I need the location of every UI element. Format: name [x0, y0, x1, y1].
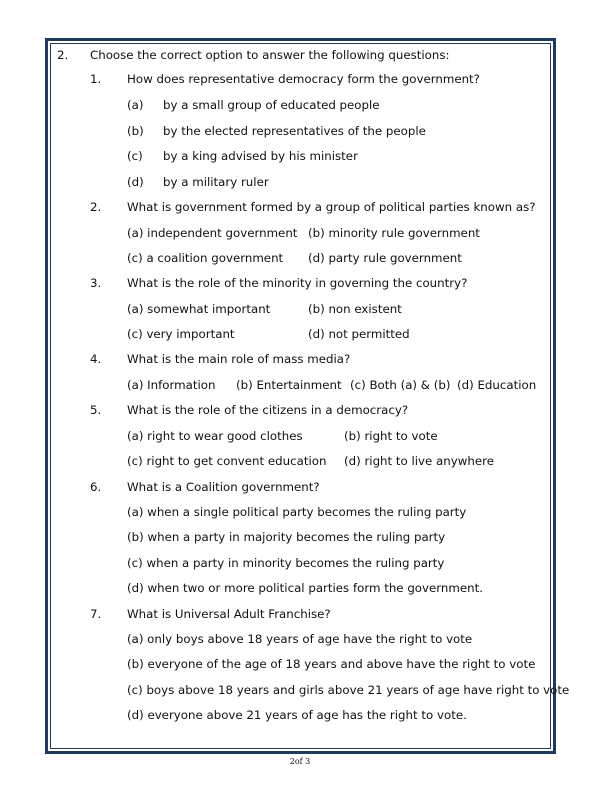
option-label: (c): [127, 149, 143, 163]
option-text: (a) right to wear good clothes: [127, 429, 303, 443]
question-text: What is Universal Adult Franchise?: [127, 607, 331, 621]
question-text: What is government formed by a group of political parties known as?: [127, 200, 536, 214]
option-text: (b) non existent: [308, 302, 402, 316]
question-number: 5.: [90, 403, 102, 417]
option-text: by the elected representatives of the people: [163, 124, 426, 138]
option-text: (b) minority rule government: [308, 226, 480, 240]
option-label: (d): [127, 175, 144, 189]
question-text: What is the main role of mass media?: [127, 352, 351, 366]
option-text: by a king advised by his minister: [163, 149, 358, 163]
option-text: (c) Both (a) & (b): [350, 378, 451, 392]
option-text: (c) when a party in minority becomes the ruling party: [127, 556, 445, 570]
section-number: 2.: [57, 48, 69, 62]
question-number: 6.: [90, 480, 102, 494]
option-text: (d) party rule government: [308, 251, 462, 265]
option-text: (b) right to vote: [344, 429, 438, 443]
question-number: 3.: [90, 276, 102, 290]
option-text: (a) independent government: [127, 226, 298, 240]
question-text: How does representative democracy form the government?: [127, 72, 480, 86]
option-text: by a small group of educated people: [163, 98, 380, 112]
section-instruction: Choose the correct option to answer the following questions:: [90, 48, 450, 62]
option-text: (a) somewhat important: [127, 302, 271, 316]
option-label: (b): [127, 124, 144, 138]
question-number: 2.: [90, 200, 102, 214]
option-text: (d) not permitted: [308, 327, 410, 341]
option-text: (c) boys above 18 years and girls above 21 years of age have right to vote: [127, 683, 570, 697]
option-text: (a) Information: [127, 378, 216, 392]
option-text: (a) when a single political party becomes the ruling party: [127, 505, 467, 519]
option-text: (c) right to get convent education: [127, 454, 327, 468]
page-number: 2of 3: [289, 757, 311, 766]
question-number: 1.: [90, 72, 102, 86]
question-text: What is the role of the citizens in a democracy?: [127, 403, 409, 417]
option-text: (c) a coalition government: [127, 251, 284, 265]
option-text: (b) when a party in majority becomes the ruling party: [127, 530, 446, 544]
option-text: (a) only boys above 18 years of age have the right to vote: [127, 632, 473, 646]
option-text: (d) right to live anywhere: [344, 454, 494, 468]
option-text: (b) Entertainment: [236, 378, 342, 392]
option-text: (d) when two or more political parties form the government.: [127, 581, 483, 595]
option-text: (d) Education: [457, 378, 537, 392]
option-text: (d) everyone above 21 years of age has the right to vote.: [127, 708, 467, 722]
option-text: (c) very important: [127, 327, 235, 341]
question-text: What is a Coalition government?: [127, 480, 320, 494]
option-label: (a): [127, 98, 144, 112]
question-text: What is the role of the minority in governing the country?: [127, 276, 468, 290]
option-text: by a military ruler: [163, 175, 269, 189]
question-number: 4.: [90, 352, 102, 366]
option-text: (b) everyone of the age of 18 years and above have the right to vote: [127, 657, 536, 671]
question-number: 7.: [90, 607, 102, 621]
